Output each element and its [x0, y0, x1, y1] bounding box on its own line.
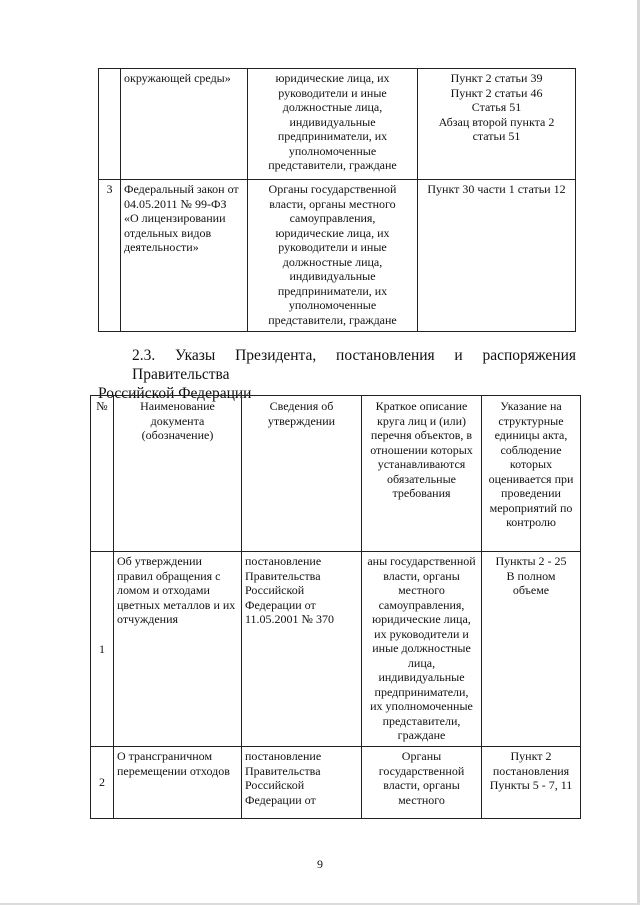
- text-line: уполномоченные: [288, 298, 377, 312]
- text-line: Сведения об: [269, 399, 334, 413]
- text-line: отдельных видов: [124, 225, 212, 240]
- text-line: Статья 51: [471, 100, 522, 114]
- header-description: [362, 396, 482, 552]
- provisions-cell: [418, 180, 576, 332]
- text-line: иные должностные: [372, 641, 471, 655]
- text-line: самоуправления,: [289, 211, 376, 225]
- text-line: предприниматели,: [374, 684, 469, 699]
- text-line: соблюдение: [500, 442, 562, 457]
- text-line: обязательные: [387, 471, 456, 486]
- text-line: устанавливаются: [377, 457, 466, 471]
- text-line: постановление: [245, 554, 322, 568]
- header-approval: [242, 396, 362, 552]
- text-line: Пункт 30 части 1 статьи 12: [427, 182, 566, 196]
- description-cell: [362, 747, 482, 819]
- document-name-cell: [114, 747, 242, 819]
- subjects-cell: [248, 180, 418, 332]
- text-line: Краткое описание: [375, 399, 468, 413]
- text-line: их уполномоченные: [370, 699, 473, 713]
- document-name-cell: [114, 552, 242, 747]
- text-line: Пункты 5 - 7, 11: [489, 778, 573, 792]
- row-number: 1: [91, 552, 114, 747]
- text-line: аны государственной: [367, 554, 476, 568]
- text-line: Федерации от: [245, 597, 316, 612]
- text-line: индивидуальные: [289, 114, 376, 129]
- text-line: утверждении: [267, 413, 336, 428]
- government-acts-table: [90, 395, 581, 819]
- text-line: уполномоченные: [288, 143, 377, 158]
- text-line: Правительства: [245, 568, 321, 583]
- text-line: О трансграничном: [117, 749, 213, 763]
- text-line: Федерации от: [245, 792, 316, 807]
- text-line: власти, органы: [383, 568, 460, 583]
- text-line: власти, органы местного: [269, 196, 396, 211]
- text-line: документа: [150, 413, 205, 428]
- text-line: лица,: [407, 655, 436, 670]
- table-row: [99, 180, 576, 332]
- structural-units-cell: [482, 747, 581, 819]
- text-line: Пункты 2 - 25: [495, 554, 567, 568]
- row-number: [99, 69, 121, 180]
- text-line: представители, граждане: [268, 158, 397, 172]
- table-row: [91, 747, 581, 819]
- text-line: самоуправления,: [378, 597, 465, 612]
- text-line: предприниматели, их: [277, 129, 388, 143]
- text-line: руководители и иные: [278, 85, 387, 100]
- text-line: юридические лица, их: [275, 225, 390, 240]
- text-line: юридические лица,: [372, 612, 471, 626]
- text-line: местного: [398, 792, 445, 807]
- text-line: предприниматели, их: [277, 283, 388, 298]
- text-line: которых: [509, 457, 553, 471]
- header-number: №: [91, 396, 114, 552]
- text-line: должностные лица,: [282, 254, 383, 269]
- header-name: [114, 396, 242, 552]
- text-line: Наименование: [140, 399, 215, 413]
- text-line: перемещении отходов: [117, 763, 230, 778]
- text-line: Органы государственной: [268, 182, 397, 196]
- provisions-cell: [418, 69, 576, 180]
- structural-units-cell: [482, 552, 581, 747]
- text-line: В полном: [506, 568, 556, 583]
- text-line: представители, граждане: [268, 312, 397, 327]
- document-name-cell: [121, 180, 248, 332]
- text-line: руководители и иные: [278, 240, 387, 254]
- text-line: Органы: [401, 749, 442, 763]
- text-line: проведении: [501, 486, 561, 500]
- text-line: круга лиц и (или): [377, 413, 466, 428]
- text-line: перечня объектов, в: [370, 428, 473, 442]
- text-line: объеме: [512, 583, 550, 597]
- approval-cell: [242, 552, 362, 747]
- text-line: ломом и отходами: [117, 583, 210, 597]
- text-line: единицы акта,: [494, 428, 568, 442]
- text-line: Российской: [245, 583, 305, 597]
- text-line: индивидуальные: [378, 670, 465, 684]
- text-line: представители,: [382, 713, 461, 728]
- text-line: отчуждения: [117, 612, 179, 626]
- text-line: Об утверждении: [117, 554, 202, 568]
- text-line: местного: [398, 583, 445, 597]
- text-line: граждане: [397, 728, 446, 742]
- text-line: государственной: [378, 763, 465, 778]
- section-heading-line: 2.3. Указы Президента, постановления и распоряжения Правительства: [132, 347, 576, 383]
- text-line: должностные лица,: [282, 100, 383, 114]
- text-line: Абзац второй пункта 2: [438, 114, 555, 129]
- text-line: правил обращения с: [117, 568, 221, 583]
- text-line: «О лицензировании: [124, 211, 226, 225]
- text-line: окружающей среды»: [124, 71, 231, 85]
- header-structural-units: [482, 396, 581, 552]
- text-line: деятельности»: [124, 240, 199, 254]
- text-line: индивидуальные: [289, 269, 376, 283]
- table-row: [99, 69, 576, 180]
- table-header-row: [91, 396, 581, 552]
- text-line: власти, органы: [383, 778, 460, 792]
- row-number: 2: [91, 747, 114, 819]
- text-line: цветных металлов и их: [117, 597, 236, 612]
- text-line: 04.05.2011 № 99-ФЗ: [124, 196, 227, 211]
- text-line: требования: [392, 486, 451, 500]
- text-line: постановления: [492, 763, 570, 778]
- page-number: 9: [317, 857, 323, 871]
- text-line: 11.05.2001 № 370: [245, 612, 335, 626]
- description-cell: [362, 552, 482, 747]
- approval-cell: [242, 747, 362, 819]
- text-line: юридические лица, их: [275, 71, 390, 85]
- text-line: Пункт 2: [510, 749, 552, 763]
- text-line: Пункт 2 статьи 39: [450, 71, 543, 85]
- row-number: 3: [99, 180, 121, 332]
- text-line: (обозначение): [141, 428, 214, 442]
- document-name-cell: [121, 69, 248, 180]
- text-line: мероприятий по: [489, 500, 573, 515]
- text-line: контролю: [506, 515, 556, 529]
- laws-table-continuation: [98, 68, 576, 332]
- text-line: постановление: [245, 749, 322, 763]
- text-line: Указание на: [500, 399, 562, 413]
- text-line: отношении которых: [370, 442, 473, 457]
- text-line: их руководители и: [374, 626, 469, 641]
- text-line: Пункт 2 статьи 46: [450, 85, 543, 100]
- text-line: структурные: [498, 413, 564, 428]
- text-line: оценивается при: [488, 471, 574, 486]
- text-line: Правительства: [245, 763, 321, 778]
- text-line: Федеральный закон от: [124, 182, 239, 196]
- text-line: Российской: [245, 778, 305, 792]
- text-line: статьи 51: [472, 129, 521, 143]
- table-row: [91, 552, 581, 747]
- subjects-cell: [248, 69, 418, 180]
- section-heading-line: Российской Федерации: [98, 385, 252, 402]
